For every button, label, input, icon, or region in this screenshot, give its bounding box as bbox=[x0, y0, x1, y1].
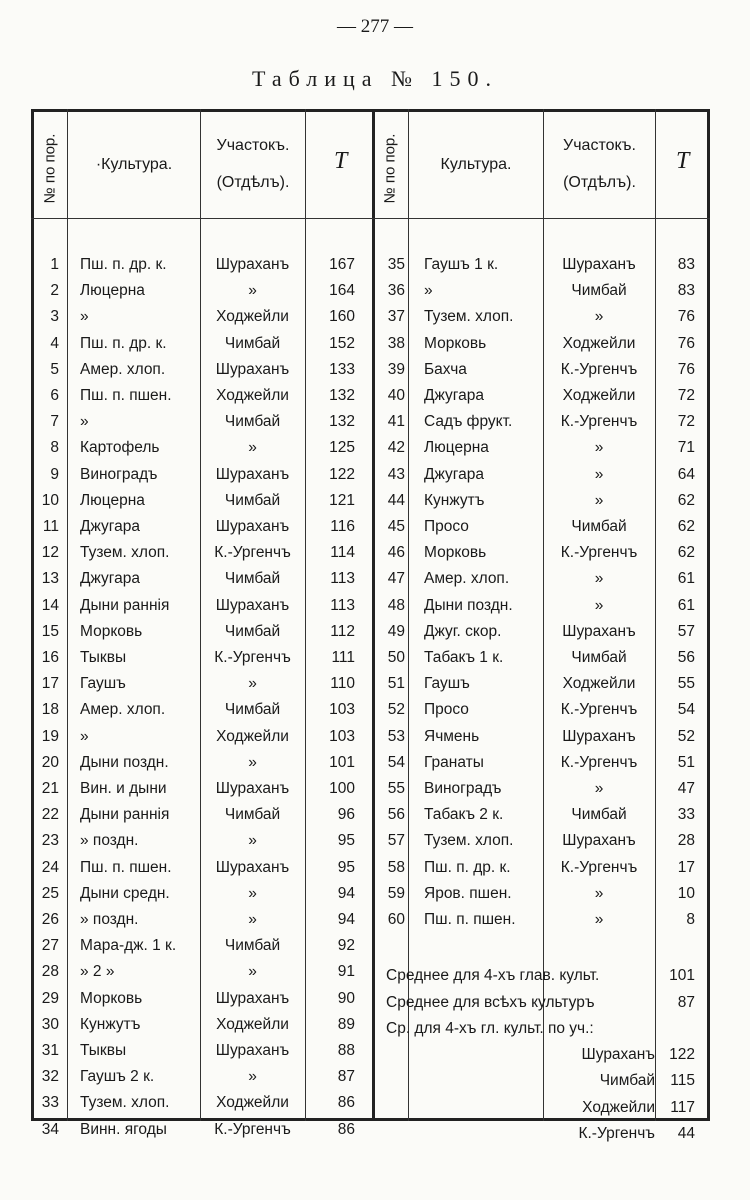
row-culture: Просо bbox=[424, 701, 469, 719]
summary-avg-all-value: 87 bbox=[677, 994, 695, 1011]
row-culture: Гаушъ 1 к. bbox=[424, 256, 499, 273]
row-culture: Морковь bbox=[424, 544, 487, 562]
row-plot: » bbox=[248, 1068, 257, 1086]
row-plot: Ходжейли bbox=[562, 334, 636, 352]
row-plot: Шураханъ bbox=[215, 465, 290, 483]
row-number: 57 bbox=[387, 832, 405, 850]
row-number: 11 bbox=[42, 518, 59, 535]
row-t-value: 112 bbox=[330, 622, 355, 640]
row-culture: Тузем. хлоп. bbox=[80, 1094, 170, 1112]
row-t-value: 57 bbox=[677, 622, 695, 640]
row-culture: Пш. п. др. к. bbox=[80, 256, 167, 273]
row-culture: Люцерна bbox=[80, 282, 145, 300]
row-number: 8 bbox=[50, 439, 59, 457]
row-number: 28 bbox=[41, 963, 59, 981]
row-t-value: 101 bbox=[329, 753, 355, 771]
row-plot: Чимбай bbox=[571, 649, 627, 666]
row-culture: Картофель bbox=[80, 439, 160, 457]
row-culture: Садъ фрукт. bbox=[424, 413, 513, 431]
row-t-value: 133 bbox=[329, 360, 355, 378]
row-culture: Ячмень bbox=[424, 727, 480, 745]
row-plot: Чимбай bbox=[224, 937, 281, 955]
row-t-value: 121 bbox=[329, 491, 355, 509]
row-t-value: 62 bbox=[677, 544, 695, 562]
row-plot: » bbox=[248, 675, 257, 693]
row-culture: Пш. п. пшен. bbox=[80, 387, 172, 404]
row-number: 50 bbox=[387, 649, 405, 666]
summary-by-plot-label: Ср. для 4-хъ гл. культ. по уч.: bbox=[386, 1020, 594, 1037]
summary-avg-all-label: Среднее для всѣхъ культуръ bbox=[386, 994, 595, 1011]
row-number: 41 bbox=[387, 413, 405, 431]
row-number: 29 bbox=[41, 989, 59, 1007]
row-plot: Шураханъ bbox=[215, 1042, 290, 1059]
row-t-value: 92 bbox=[337, 937, 355, 955]
row-t-value: 64 bbox=[677, 465, 695, 483]
row-number: 40 bbox=[387, 387, 405, 404]
row-t-value: 95 bbox=[337, 858, 355, 876]
row-number: 19 bbox=[41, 727, 59, 745]
summary-avg-main4-label: Среднее для 4-хъ глав. культ. bbox=[386, 967, 600, 984]
header-culture-left: ·Культура. bbox=[95, 156, 173, 173]
row-t-value: 83 bbox=[677, 256, 695, 273]
row-number: 27 bbox=[41, 937, 59, 955]
row-plot: Шураханъ bbox=[215, 518, 290, 535]
row-number: 32 bbox=[41, 1068, 59, 1086]
row-number: 48 bbox=[387, 596, 405, 614]
row-t-value: 51 bbox=[677, 753, 695, 771]
row-t-value: 8 bbox=[686, 911, 695, 928]
row-plot: » bbox=[594, 884, 604, 902]
row-plot: Чимбай bbox=[571, 518, 627, 535]
row-plot: К.-Ургенчъ bbox=[560, 701, 638, 719]
row-plot: Чимбай bbox=[571, 282, 627, 300]
summary-plot-t-value: 122 bbox=[669, 1046, 695, 1063]
row-t-value: 76 bbox=[677, 308, 695, 326]
row-t-value: 114 bbox=[330, 544, 355, 562]
row-plot: К.-Ургенчъ bbox=[214, 1120, 291, 1138]
row-t-value: 71 bbox=[677, 439, 695, 457]
row-culture: » bbox=[80, 727, 89, 745]
row-t-value: 86 bbox=[337, 1120, 355, 1138]
row-culture: Винн. ягоды bbox=[80, 1120, 167, 1138]
row-t-value: 10 bbox=[677, 884, 695, 902]
row-t-value: 116 bbox=[330, 518, 355, 535]
row-t-value: 160 bbox=[329, 308, 355, 326]
row-number: 23 bbox=[41, 832, 59, 850]
row-plot: К.-Ургенчъ bbox=[560, 753, 638, 771]
row-number: 25 bbox=[41, 884, 59, 902]
row-t-value: 89 bbox=[337, 1015, 355, 1033]
row-culture: Пш. п. пшен. bbox=[424, 911, 516, 928]
row-culture: Тыквы bbox=[80, 1042, 127, 1059]
row-t-value: 94 bbox=[337, 884, 355, 902]
header-t-left: T bbox=[334, 148, 348, 174]
row-plot: К.-Ургенчъ bbox=[560, 413, 638, 431]
row-number: 45 bbox=[387, 518, 405, 535]
row-number: 56 bbox=[387, 806, 405, 824]
col-divider bbox=[67, 109, 68, 1121]
row-plot: Шураханъ bbox=[215, 989, 290, 1007]
row-plot: » bbox=[248, 282, 257, 300]
row-culture: Гранаты bbox=[424, 753, 484, 771]
row-t-value: 96 bbox=[337, 806, 355, 824]
row-plot: Ходжейли bbox=[562, 387, 636, 404]
row-plot: Чимбай bbox=[224, 701, 281, 719]
row-plot: Шураханъ bbox=[215, 360, 290, 378]
row-plot: Шураханъ bbox=[562, 622, 636, 640]
row-plot: К.-Ургенчъ bbox=[214, 649, 291, 666]
row-culture: Тыквы bbox=[80, 649, 127, 666]
row-culture: Джугара bbox=[424, 387, 484, 404]
row-culture: Просо bbox=[424, 518, 469, 535]
row-culture: » bbox=[424, 282, 433, 300]
row-number: 10 bbox=[41, 491, 59, 509]
row-culture: Виноградъ bbox=[80, 465, 158, 483]
row-t-value: 91 bbox=[337, 963, 355, 981]
row-number: 35 bbox=[387, 256, 405, 273]
row-number: 60 bbox=[387, 911, 405, 928]
page-number: — 277 — bbox=[337, 16, 413, 37]
row-plot: Чимбай bbox=[571, 806, 627, 824]
row-number: 59 bbox=[387, 884, 405, 902]
row-t-value: 61 bbox=[677, 596, 695, 614]
row-culture: Дыни поздн. bbox=[80, 753, 169, 771]
row-plot: » bbox=[248, 832, 257, 850]
row-plot: Чимбай bbox=[224, 413, 281, 431]
row-plot: Чимбай bbox=[224, 570, 281, 588]
row-culture: Дыни поздн. bbox=[424, 596, 513, 614]
row-t-value: 90 bbox=[337, 989, 355, 1007]
row-t-value: 167 bbox=[329, 256, 355, 273]
row-culture: Пш. п. др. к. bbox=[424, 858, 511, 876]
row-number: 46 bbox=[387, 544, 405, 562]
row-plot: К.-Ургенчъ bbox=[214, 544, 291, 562]
row-culture: » bbox=[80, 308, 89, 326]
row-t-value: 61 bbox=[677, 570, 695, 588]
row-t-value: 86 bbox=[337, 1094, 355, 1112]
row-plot: » bbox=[594, 780, 604, 797]
row-t-value: 132 bbox=[329, 387, 355, 404]
row-number: 34 bbox=[41, 1120, 59, 1138]
header-plot-left-line2: (Отдѣлъ). bbox=[216, 174, 290, 191]
row-number: 13 bbox=[41, 570, 59, 588]
row-plot: Чимбай bbox=[224, 491, 281, 509]
row-t-value: 152 bbox=[329, 334, 355, 352]
row-culture: » 2 » bbox=[80, 963, 115, 981]
row-number: 20 bbox=[41, 753, 59, 771]
row-culture: Дыни раннія bbox=[80, 806, 170, 824]
row-plot: » bbox=[248, 439, 257, 457]
row-number: 37 bbox=[387, 308, 405, 326]
row-t-value: 76 bbox=[677, 334, 695, 352]
row-plot: К.-Ургенчъ bbox=[560, 858, 638, 876]
row-number: 2 bbox=[50, 282, 59, 300]
table-title: Таблица № 150. bbox=[251, 66, 499, 91]
row-number: 22 bbox=[41, 806, 59, 824]
row-culture: Люцерна bbox=[424, 439, 489, 457]
row-culture: Морковь bbox=[80, 622, 143, 640]
row-t-value: 76 bbox=[677, 360, 695, 378]
row-culture: Морковь bbox=[80, 989, 143, 1007]
row-t-value: 113 bbox=[330, 570, 355, 588]
header-plot-left-line1: Участокъ. bbox=[216, 137, 290, 154]
row-t-value: 72 bbox=[677, 413, 695, 431]
row-plot: » bbox=[594, 491, 604, 509]
row-plot: Ходжейли bbox=[562, 675, 636, 693]
row-number: 16 bbox=[41, 649, 59, 666]
summary-plot-name: Ходжейли bbox=[582, 1098, 655, 1116]
row-t-value: 55 bbox=[677, 675, 695, 693]
row-t-value: 164 bbox=[329, 282, 355, 300]
row-t-value: 83 bbox=[677, 282, 695, 300]
row-number: 39 bbox=[387, 360, 405, 378]
summary-plot-t-value: 115 bbox=[670, 1072, 695, 1090]
row-number: 44 bbox=[387, 491, 405, 509]
summary-plot-name: Шураханъ bbox=[581, 1046, 655, 1063]
row-plot: Шураханъ bbox=[215, 780, 290, 797]
row-plot: » bbox=[248, 911, 257, 928]
row-culture: Гаушъ bbox=[424, 675, 470, 693]
row-culture: Пш. п. др. к. bbox=[80, 334, 167, 352]
row-number: 52 bbox=[387, 701, 405, 719]
row-number: 18 bbox=[41, 701, 59, 719]
row-plot: Шураханъ bbox=[215, 596, 290, 614]
summary-plot-t-value: 44 bbox=[677, 1124, 695, 1142]
row-culture: Амер. хлоп. bbox=[424, 570, 510, 588]
header-rule bbox=[31, 218, 710, 219]
row-t-value: 54 bbox=[677, 701, 695, 719]
header-plot-right-line1: Участокъ. bbox=[563, 137, 636, 154]
row-culture: Бахча bbox=[424, 360, 467, 378]
row-plot: » bbox=[594, 596, 604, 614]
row-culture: Табакъ 1 к. bbox=[424, 649, 504, 666]
row-culture: Амер. хлоп. bbox=[80, 701, 166, 719]
row-number: 43 bbox=[387, 465, 405, 483]
row-plot: Ходжейли bbox=[216, 1094, 289, 1112]
row-t-value: 52 bbox=[677, 727, 695, 745]
row-t-value: 113 bbox=[330, 596, 355, 614]
row-t-value: 87 bbox=[337, 1068, 355, 1086]
row-number: 12 bbox=[41, 544, 59, 562]
row-number: 55 bbox=[387, 780, 405, 797]
row-culture: Виноградъ bbox=[424, 780, 502, 797]
summary-plot-t-value: 117 bbox=[670, 1098, 695, 1116]
header-num-right: № по пор. bbox=[381, 133, 399, 204]
row-number: 54 bbox=[387, 753, 405, 771]
row-culture: Кунжутъ bbox=[424, 491, 485, 509]
row-number: 36 bbox=[387, 282, 405, 300]
row-plot: » bbox=[248, 884, 257, 902]
row-number: 14 bbox=[41, 596, 59, 614]
row-number: 5 bbox=[50, 360, 59, 378]
row-t-value: 103 bbox=[329, 727, 355, 745]
row-t-value: 88 bbox=[337, 1042, 355, 1059]
row-number: 30 bbox=[41, 1015, 59, 1033]
row-t-value: 62 bbox=[677, 491, 695, 509]
row-culture: Тузем. хлоп. bbox=[424, 308, 514, 326]
row-culture: Джугара bbox=[80, 518, 140, 535]
row-number: 3 bbox=[50, 308, 59, 326]
row-t-value: 103 bbox=[329, 701, 355, 719]
row-culture: Дыни раннія bbox=[80, 596, 170, 614]
row-number: 6 bbox=[50, 387, 59, 404]
summary-avg-main4-value: 101 bbox=[669, 967, 695, 984]
row-t-value: 100 bbox=[329, 780, 355, 797]
row-culture: Гаушъ bbox=[80, 675, 126, 693]
row-plot: Шураханъ bbox=[562, 256, 636, 273]
row-number: 17 bbox=[41, 675, 59, 693]
row-plot: Ходжейли bbox=[216, 727, 289, 745]
summary-plot-name: Чимбай bbox=[599, 1072, 655, 1090]
row-t-value: 17 bbox=[677, 858, 695, 876]
row-culture: Джугара bbox=[424, 465, 484, 483]
row-number: 53 bbox=[387, 727, 405, 745]
row-culture: » поздн. bbox=[80, 911, 139, 928]
row-plot: Ходжейли bbox=[216, 387, 289, 404]
row-culture: » поздн. bbox=[80, 832, 139, 850]
row-number: 42 bbox=[387, 439, 405, 457]
row-plot: Шураханъ bbox=[562, 832, 636, 850]
row-number: 4 bbox=[50, 334, 59, 352]
row-plot: » bbox=[248, 753, 257, 771]
row-t-value: 28 bbox=[677, 832, 695, 850]
row-culture: Мара-дж. 1 к. bbox=[80, 937, 177, 955]
row-number: 9 bbox=[50, 465, 59, 483]
row-plot: Чимбай bbox=[224, 806, 281, 824]
row-number: 49 bbox=[387, 622, 405, 640]
row-t-value: 94 bbox=[337, 911, 355, 928]
row-t-value: 95 bbox=[337, 832, 355, 850]
row-number: 33 bbox=[41, 1094, 59, 1112]
row-t-value: 62 bbox=[677, 518, 695, 535]
header-num-left: № по пор. bbox=[41, 133, 59, 204]
header-culture-right: Культура. bbox=[440, 156, 512, 173]
row-t-value: 132 bbox=[329, 413, 355, 431]
row-plot: Чимбай bbox=[224, 334, 281, 352]
row-t-value: 125 bbox=[329, 439, 355, 457]
row-plot: » bbox=[594, 439, 604, 457]
row-culture: Яров. пшен. bbox=[424, 884, 512, 902]
row-culture: Тузем. хлоп. bbox=[424, 832, 514, 850]
row-culture: Морковь bbox=[424, 334, 487, 352]
row-t-value: 111 bbox=[331, 649, 355, 666]
row-t-value: 56 bbox=[677, 649, 695, 666]
row-culture: » bbox=[80, 413, 89, 431]
row-number: 51 bbox=[387, 675, 405, 693]
summary-plot-name: К.-Ургенчъ bbox=[578, 1124, 655, 1142]
row-number: 24 bbox=[41, 858, 59, 876]
row-plot: Ходжейли bbox=[216, 308, 289, 326]
row-culture: Пш. п. пшен. bbox=[80, 858, 172, 876]
row-culture: Тузем. хлоп. bbox=[80, 544, 170, 562]
row-plot: » bbox=[594, 308, 604, 326]
row-plot: » bbox=[594, 465, 604, 483]
row-t-value: 110 bbox=[330, 675, 355, 693]
row-plot: Шураханъ bbox=[215, 858, 290, 876]
row-t-value: 72 bbox=[677, 387, 695, 404]
row-culture: Гаушъ 2 к. bbox=[80, 1068, 155, 1086]
row-number: 15 bbox=[41, 622, 59, 640]
row-plot: К.-Ургенчъ bbox=[560, 360, 638, 378]
row-culture: Кунжутъ bbox=[80, 1015, 141, 1033]
row-number: 1 bbox=[50, 256, 59, 273]
row-culture: Джуг. скор. bbox=[424, 622, 502, 640]
header-plot-right-line2: (Отдѣлъ). bbox=[563, 174, 636, 191]
row-number: 38 bbox=[387, 334, 405, 352]
row-t-value: 33 bbox=[677, 806, 695, 824]
row-culture: Джугара bbox=[80, 570, 140, 588]
row-culture: Вин. и дыни bbox=[80, 780, 167, 797]
header-t-right: T bbox=[676, 148, 690, 174]
row-plot: К.-Ургенчъ bbox=[560, 544, 638, 562]
row-culture: Люцерна bbox=[80, 491, 145, 509]
row-number: 47 bbox=[387, 570, 405, 588]
row-number: 58 bbox=[387, 858, 405, 876]
row-t-value: 47 bbox=[677, 780, 695, 797]
row-number: 7 bbox=[50, 413, 59, 431]
row-plot: » bbox=[594, 570, 604, 588]
row-number: 21 bbox=[41, 780, 59, 797]
row-plot: » bbox=[594, 911, 604, 928]
row-number: 26 bbox=[41, 911, 59, 928]
row-plot: Шураханъ bbox=[562, 727, 636, 745]
row-t-value: 122 bbox=[329, 465, 355, 483]
row-plot: Чимбай bbox=[224, 622, 281, 640]
row-plot: » bbox=[248, 963, 257, 981]
row-culture: Амер. хлоп. bbox=[80, 360, 166, 378]
row-culture: Дыни средн. bbox=[80, 884, 170, 902]
row-culture: Табакъ 2 к. bbox=[424, 806, 504, 824]
row-plot: Шураханъ bbox=[215, 256, 290, 273]
row-number: 31 bbox=[41, 1042, 59, 1059]
row-plot: Ходжейли bbox=[216, 1015, 289, 1033]
